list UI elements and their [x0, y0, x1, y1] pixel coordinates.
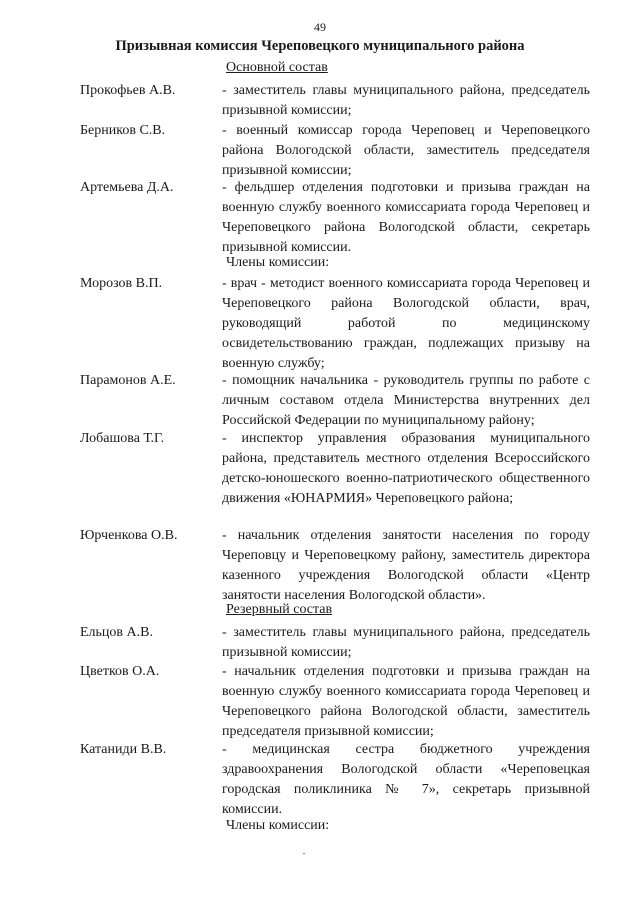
reserve-section-heading: Резервный состав: [226, 602, 333, 617]
member-role: - помощник начальника - руководитель группы по работе с личным составом отдела Министерства внутренних дел Российской Федерации по муниципальному району;: [222, 373, 590, 428]
member-role: - начальник отделения занятости населения по городу Череповцу и Череповецкому району, заместитель директора казенного учреждения Вологодской области «Центр занятости населения Вологодской области».: [222, 528, 590, 603]
member-name: Юрченкова О.В.: [80, 528, 178, 543]
main-section-heading: Основной состав: [226, 60, 328, 75]
main-members-label: Члены комиссии:: [226, 255, 330, 270]
page-number: 49: [314, 20, 326, 34]
member-name: Ельцов А.В.: [80, 625, 153, 640]
member-name: Цветков О.А.: [80, 664, 160, 679]
document-title: Призывная комиссия Череповецкого муниципального района: [115, 38, 525, 54]
member-role: - начальник отделения подготовки и призыва граждан на военную службу военного комиссариата города Череповец и Череповецкого района Вологодской области, заместитель председателя призывной комиссии;: [222, 664, 590, 739]
member-name: Артемьева Д.А.: [80, 180, 174, 195]
member-name: Лобашова Т.Г.: [80, 431, 165, 446]
member-role: - заместитель главы муниципального района, председатель призывной комиссии;: [222, 83, 590, 118]
member-role: - военный комиссар города Череповец и Череповецкого района Вологодской области, заместитель председателя призывной комиссии;: [222, 123, 590, 178]
scan-mark: [303, 853, 305, 854]
member-role: - врач - методист военного комиссариата города Череповец и Череповецкого района Вологодской области, врач, руководящий работой по медицинскому освидетельствованию граждан, подлежащих призыву на военную службу;: [222, 276, 590, 371]
member-role: - фельдшер отделения подготовки и призыва граждан на военную службу военного комиссариата города Череповец и Череповецкого района Вологодской области, секретарь призывной комиссии.: [222, 180, 590, 255]
member-name: Катаниди В.В.: [80, 742, 167, 757]
reserve-members-label: Члены комиссии:: [226, 818, 330, 833]
member-role: - заместитель главы муниципального района, председатель призывной комиссии;: [222, 625, 590, 660]
member-name: Берников С.В.: [80, 123, 166, 138]
member-name: Прокофьев А.В.: [80, 83, 176, 98]
member-name: Парамонов А.Е.: [80, 373, 176, 388]
member-role: - медицинская сестра бюджетного учреждения здравоохранения Вологодской области «Череповецкая городская поликлиника № 7», секретарь призывной комиссии.: [222, 742, 590, 817]
member-name: Морозов В.П.: [80, 276, 163, 291]
member-role: - инспектор управления образования муниципального района, представитель местного отделения Всероссийского детско-юношеского военно-патриотического общественного движения «ЮНАРМИЯ» Череповецкого района;: [222, 431, 590, 506]
